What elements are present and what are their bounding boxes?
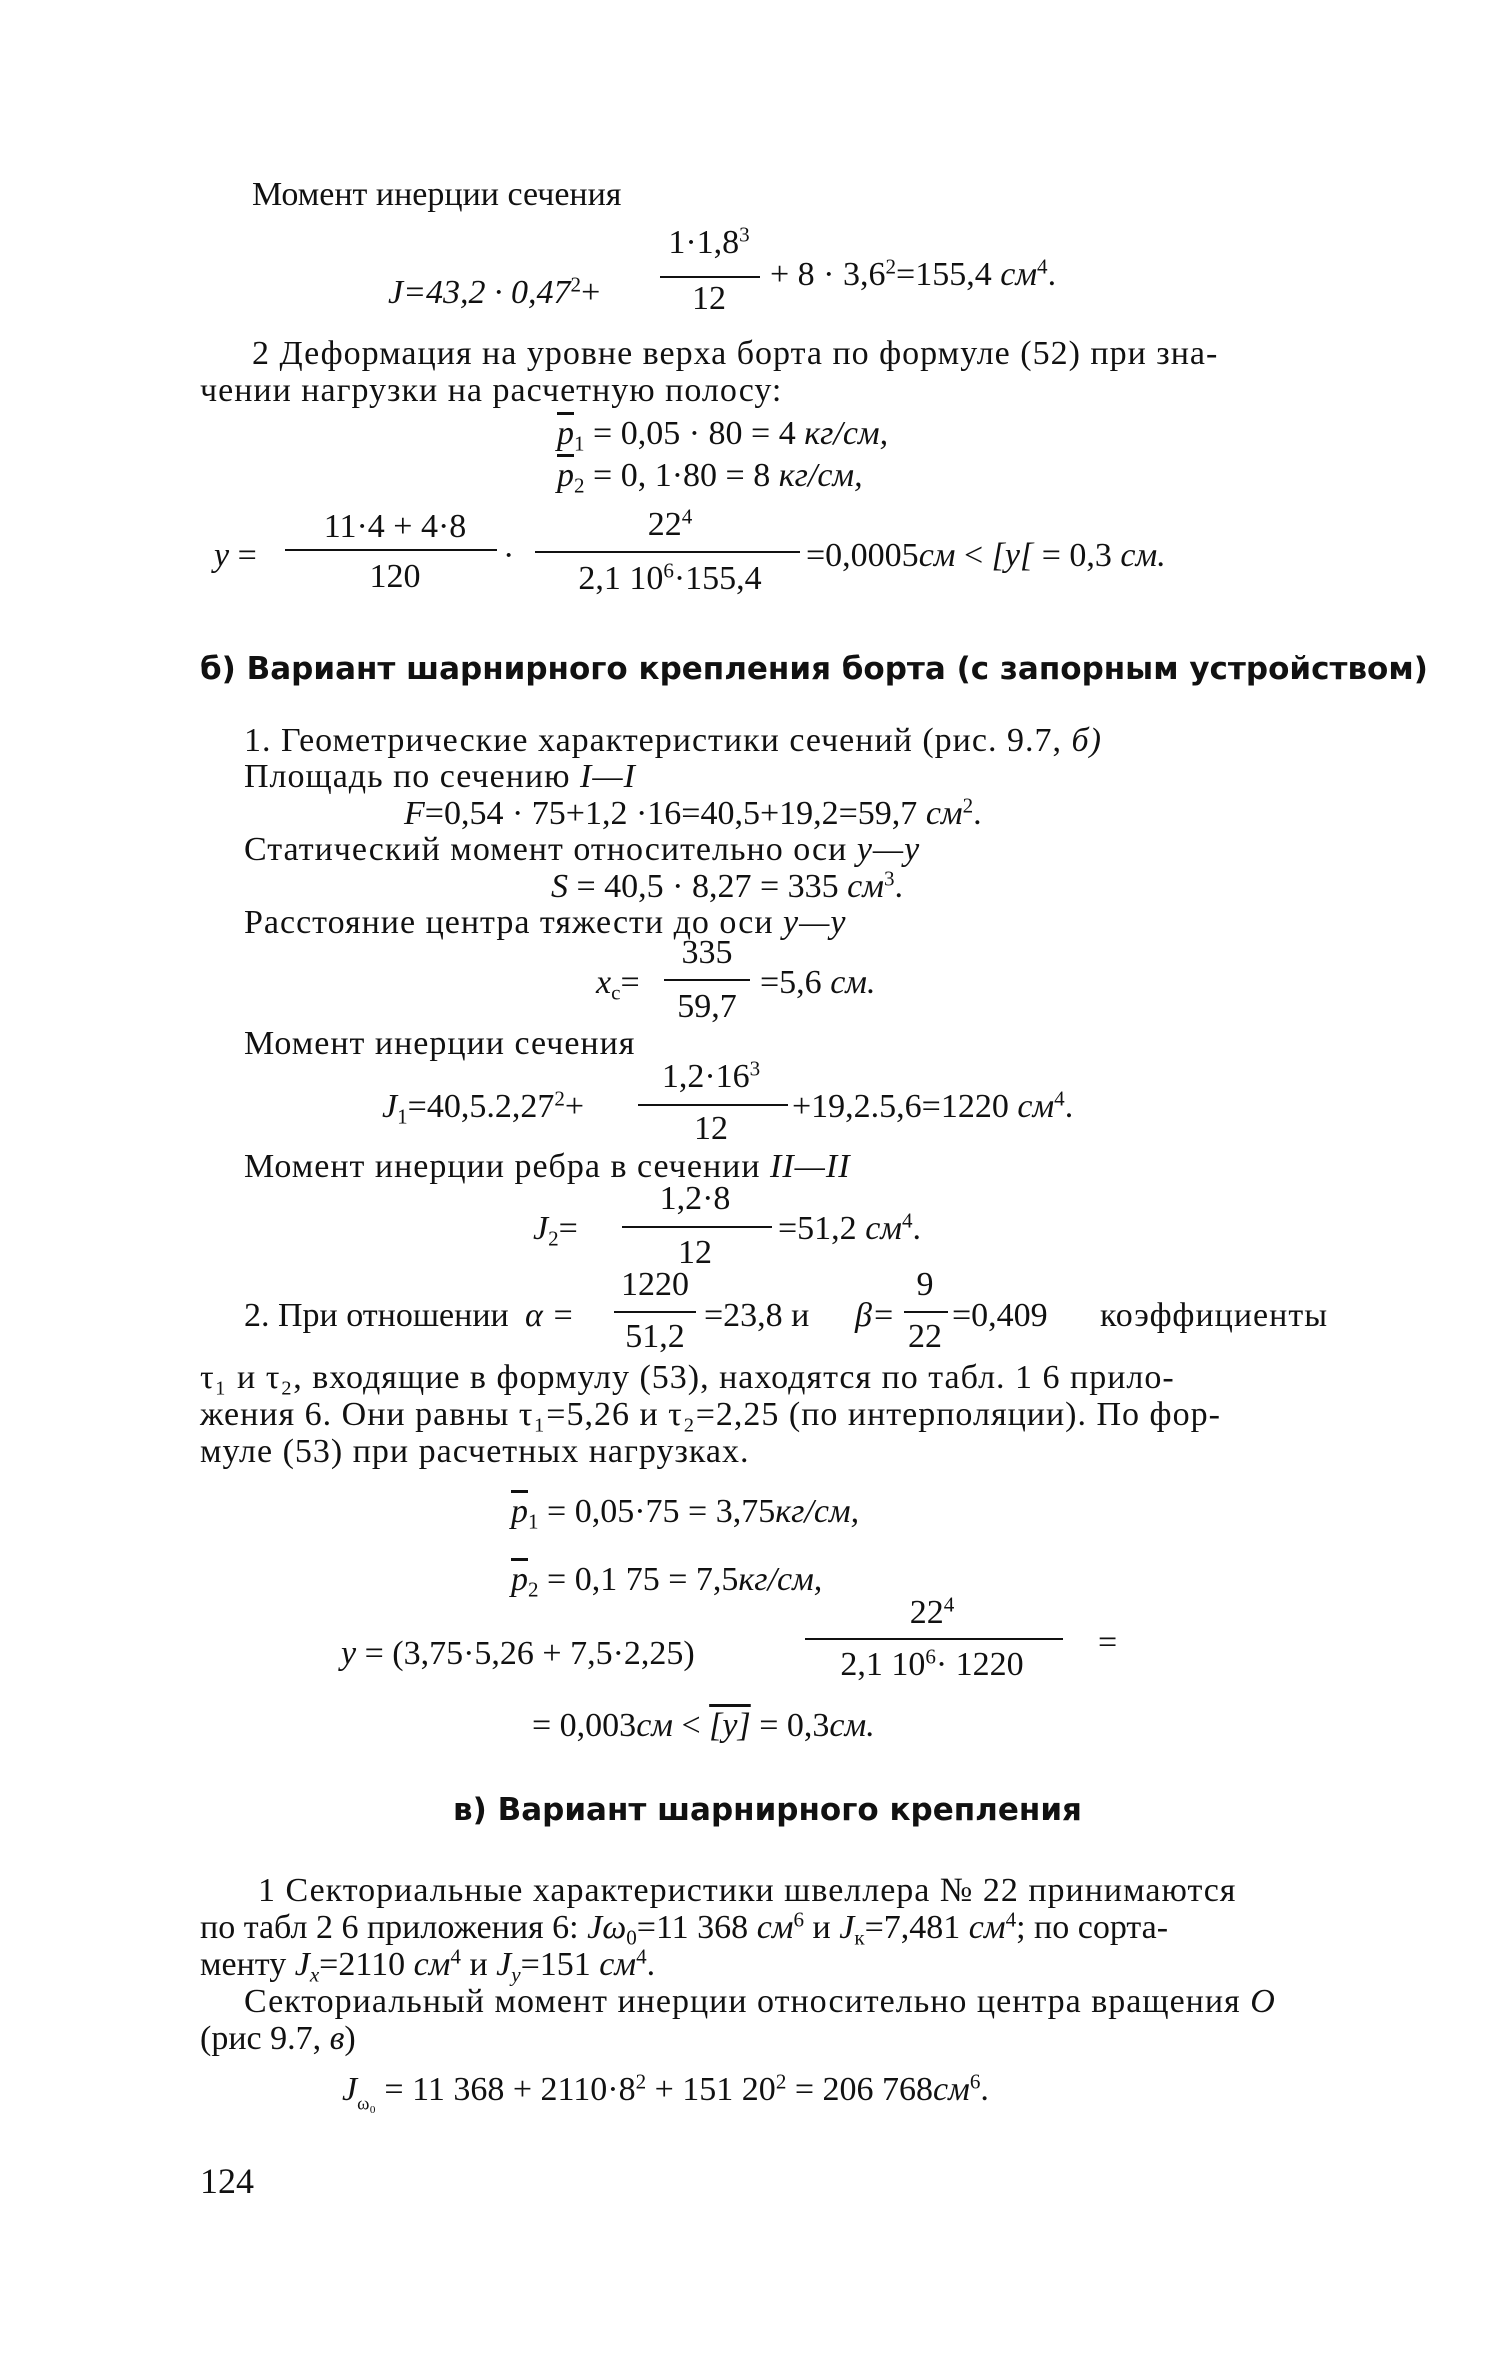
p1-formula bbox=[557, 415, 889, 456]
p-sym: $\overline{p}$ bbox=[557, 457, 574, 494]
it: II—II bbox=[770, 1148, 851, 1185]
xc-num: 335 bbox=[681, 934, 733, 971]
formula-j-main bbox=[388, 272, 601, 311]
y2-bar bbox=[805, 1638, 1063, 1640]
lhs: = (3,75·5,26 + 7,5·2,25) bbox=[364, 1635, 695, 1672]
den-a: 2,1 10 bbox=[840, 1646, 926, 1683]
exp: 4 bbox=[450, 1944, 461, 1969]
alpha-bar bbox=[614, 1311, 696, 1313]
sub: к bbox=[854, 1925, 865, 1950]
bound-rhs: = 0,3 bbox=[759, 1707, 830, 1744]
unit: кг/см, bbox=[738, 1561, 823, 1598]
alpha-result: =23,8 и bbox=[704, 1297, 810, 1334]
y2-den bbox=[802, 1644, 1062, 1683]
j-rhs bbox=[770, 254, 1057, 293]
exp: 4 bbox=[636, 1944, 647, 1969]
x-sym: x bbox=[596, 964, 612, 1001]
s-sym: S bbox=[551, 868, 568, 905]
and: и bbox=[812, 1909, 831, 1946]
end: . bbox=[973, 795, 982, 832]
bound-unit: см. bbox=[1120, 537, 1166, 574]
eq: = bbox=[620, 964, 640, 1001]
res: =5,6 bbox=[760, 964, 822, 1001]
exp: 6 bbox=[969, 2069, 981, 2094]
j-lhs: J=43,2 · 0,47 bbox=[388, 274, 571, 311]
j-frac-num bbox=[654, 222, 764, 261]
unit: см bbox=[933, 2071, 970, 2108]
sub: 2 bbox=[548, 1226, 559, 1251]
y-sym: y bbox=[214, 537, 230, 574]
ratio-lead: 2. При отношении bbox=[244, 1297, 509, 1334]
y2-num bbox=[802, 1592, 1062, 1631]
exp: 2 bbox=[570, 272, 582, 297]
sec-b-line-3 bbox=[244, 833, 920, 867]
plus: + bbox=[564, 1088, 585, 1125]
y-frac1-num: 11·4 + 4·8 bbox=[323, 508, 467, 545]
alpha-den: 51,2 bbox=[625, 1318, 685, 1355]
j2-result bbox=[778, 1208, 922, 1247]
sec-v-line-1: 1 Секториальные характеристики швеллера № 22 принимаются bbox=[258, 1872, 1237, 1909]
lt: < bbox=[963, 537, 984, 574]
exp: 4 bbox=[1037, 254, 1048, 279]
res: =51,2 bbox=[778, 1210, 857, 1247]
p-sym: $\overline{p}$ bbox=[511, 1561, 528, 1598]
sec-b-line-5: Момент инерции сечения bbox=[244, 1025, 636, 1062]
bound: [y] bbox=[709, 1707, 751, 1744]
unit: см bbox=[413, 1946, 451, 1983]
j-sym: J bbox=[382, 1088, 398, 1125]
exp: 2 bbox=[554, 1086, 565, 1111]
xc-den: 59,7 bbox=[677, 988, 737, 1025]
beta-bar bbox=[904, 1311, 948, 1313]
beta-sym: β= bbox=[855, 1297, 895, 1334]
unit: см bbox=[756, 1909, 794, 1946]
y-frac2-bar bbox=[535, 551, 800, 553]
y-frac2-den bbox=[535, 558, 805, 597]
sub: x bbox=[309, 1962, 320, 1987]
sub: 1 bbox=[528, 1509, 539, 1534]
eq: = bbox=[558, 1210, 578, 1247]
sec-v-line-3 bbox=[200, 1944, 656, 1987]
sec-b-line-10: муле (53) при расчетных нагрузках. bbox=[200, 1433, 750, 1470]
exp: 4 bbox=[1054, 1086, 1065, 1111]
text: (рис 9.7, bbox=[200, 2020, 322, 2057]
beta-result: =0,409 bbox=[952, 1297, 1048, 1334]
num: 22 bbox=[909, 1594, 944, 1631]
unit: см bbox=[968, 1909, 1006, 1946]
end: . bbox=[980, 2071, 989, 2108]
sec-v-line-4 bbox=[244, 1985, 1276, 2019]
it: y—y bbox=[783, 904, 847, 941]
rhs: = 0,1 75 = 7,5 bbox=[547, 1561, 739, 1598]
text: Расстояние центра тяжести до оси bbox=[244, 904, 774, 941]
j2-den: 12 bbox=[678, 1234, 712, 1271]
section-b-heading: б) Вариант шарнирного крепления борта (с запорным устройством) bbox=[200, 651, 1428, 687]
jx: J bbox=[294, 1946, 310, 1983]
para-2-line-2: чении нагрузки на расчетную полосу: bbox=[200, 372, 783, 409]
sub: 0 bbox=[626, 1925, 637, 1950]
section-v-heading: в) Вариант шарнирного крепления bbox=[453, 1792, 1082, 1828]
j1-lhs bbox=[382, 1086, 585, 1129]
it: O bbox=[1250, 1983, 1276, 2020]
sec-b-line-8: τ₁ и τ₂, входящие в формулу (53), находятся по табл. 1 6 прило- bbox=[200, 1359, 1175, 1396]
rhs: = 0,05 · 80 = 4 bbox=[593, 415, 796, 452]
exp: 6 bbox=[793, 1907, 805, 1932]
res: = 0,003 bbox=[532, 1707, 637, 1744]
num: 22 bbox=[647, 506, 682, 543]
unit: см bbox=[847, 868, 884, 905]
val: =11 368 bbox=[636, 1909, 749, 1946]
exp: 4 bbox=[943, 1592, 955, 1617]
it: б) bbox=[1071, 722, 1102, 759]
exp: 4 bbox=[681, 504, 693, 529]
xc-bar bbox=[664, 979, 750, 981]
s-eq: = 40,5 · 8,27 = 335 bbox=[576, 868, 839, 905]
val: =2110 bbox=[319, 1946, 406, 1983]
unit: см bbox=[1017, 1088, 1055, 1125]
sec-v-line-2 bbox=[200, 1907, 1169, 1950]
y-frac2-num bbox=[535, 504, 805, 543]
alpha-num: 1220 bbox=[621, 1266, 689, 1303]
exp: 6 bbox=[925, 1644, 936, 1669]
sub: c bbox=[611, 980, 621, 1005]
sec-b-line-9: жения 6. Они равны τ₁=5,26 и τ₂=2,25 (по интерполяции). По фор- bbox=[200, 1396, 1221, 1433]
exp: 3 bbox=[739, 222, 750, 247]
unit: см bbox=[918, 537, 956, 574]
para-2-line-1: 2 Деформация на уровне верха борта по формуле (52) при зна- bbox=[252, 335, 1219, 372]
lhs: =40,5.2,27 bbox=[407, 1088, 555, 1125]
y2-trailing-eq: = bbox=[1098, 1624, 1118, 1661]
unit: см bbox=[1000, 256, 1038, 293]
sec-b-line-6 bbox=[244, 1150, 851, 1184]
p-sym: $\overline{p}$ bbox=[511, 1493, 528, 1530]
rhs: = 0, 1·80 = 8 bbox=[593, 457, 771, 494]
end: . bbox=[1047, 256, 1057, 293]
end: ) bbox=[344, 2020, 356, 2057]
xc-result bbox=[760, 966, 875, 1000]
unit: см. bbox=[830, 964, 876, 1001]
unit: см bbox=[925, 795, 963, 832]
y-sym: y bbox=[341, 1635, 357, 1672]
tail: ; по сорта- bbox=[1016, 1909, 1169, 1946]
unit: см bbox=[865, 1210, 902, 1247]
j2-bar bbox=[622, 1226, 772, 1228]
exp: 3 bbox=[883, 866, 895, 891]
s-formula bbox=[551, 866, 904, 905]
text: Площадь по сечению bbox=[244, 758, 571, 795]
beta-den: 22 bbox=[908, 1318, 942, 1355]
rhs: +19,2.5,6=1220 bbox=[792, 1088, 1009, 1125]
rhs: = 0,05·75 = 3,75 bbox=[547, 1493, 776, 1530]
sub: 2 bbox=[528, 1577, 539, 1602]
end: . bbox=[912, 1210, 922, 1247]
val: =151 bbox=[520, 1946, 591, 1983]
text: Статический момент относительно оси bbox=[244, 831, 848, 868]
j-frac-den: 12 bbox=[692, 280, 726, 317]
unit: кг/см, bbox=[775, 1493, 860, 1530]
rhs-c: = 206 768 bbox=[794, 2071, 934, 2108]
unit: см bbox=[599, 1946, 637, 1983]
jw: Jω bbox=[587, 1909, 627, 1946]
j-sym: J bbox=[533, 1210, 549, 1247]
end: . bbox=[894, 868, 904, 905]
jw-formula bbox=[342, 2069, 989, 2115]
y-frac1-bar bbox=[285, 549, 497, 551]
den-b: · 1220 bbox=[935, 1646, 1024, 1683]
text: менту bbox=[200, 1946, 287, 1983]
val: =7,481 bbox=[864, 1909, 961, 1946]
num: 1·1,8 bbox=[668, 224, 740, 261]
rhs-a: = 11 368 + 2110·8 bbox=[384, 2071, 636, 2108]
text: по табл 2 6 приложения 6: bbox=[200, 1909, 579, 1946]
p-sym: $\overline{p}$ bbox=[557, 415, 574, 452]
sub: 1 bbox=[574, 431, 585, 456]
rhs-b: =155,4 bbox=[896, 256, 992, 293]
num: 1,2·16 bbox=[661, 1058, 750, 1095]
beta-num: 9 bbox=[916, 1266, 934, 1303]
q1-formula bbox=[511, 1493, 860, 1534]
it: y—y bbox=[856, 831, 921, 868]
f-formula bbox=[404, 793, 982, 832]
f-eq: =0,54 · 75+1,2 ·16=40,5+19,2=59,7 bbox=[424, 795, 918, 832]
p2-formula bbox=[557, 457, 863, 498]
exp: 4 bbox=[901, 1208, 913, 1233]
unit: кг/см, bbox=[778, 457, 863, 494]
ratio-tail: коэффициенты bbox=[1100, 1297, 1329, 1334]
and: и bbox=[469, 1946, 488, 1983]
rhs-b: + 151 20 bbox=[654, 2071, 776, 2108]
lt: < bbox=[681, 1707, 701, 1744]
text: Секториальный момент инерции относительно центра вращения bbox=[244, 1983, 1241, 2020]
exp: 4 bbox=[1005, 1907, 1017, 1932]
y-lhs bbox=[214, 539, 257, 573]
exp: 3 bbox=[749, 1056, 761, 1081]
j1-rhs bbox=[792, 1086, 1074, 1125]
sec-b-line-4 bbox=[244, 906, 846, 940]
y-frac1-den: 120 bbox=[369, 558, 421, 595]
y-dot: · bbox=[503, 537, 515, 574]
q2-formula bbox=[511, 1561, 823, 1602]
moment-label-1: Момент инерции сечения bbox=[252, 176, 622, 213]
j2-num: 1,2·8 bbox=[659, 1180, 731, 1217]
exp: 2 bbox=[885, 254, 897, 279]
unit: см bbox=[636, 1707, 673, 1744]
exp: 6 bbox=[663, 558, 674, 583]
unit: кг/см, bbox=[804, 415, 889, 452]
den-b: ·155,4 bbox=[673, 560, 762, 597]
res: =0,0005 bbox=[806, 537, 919, 574]
end: . bbox=[646, 1946, 656, 1983]
sub: ω₀ bbox=[357, 2093, 376, 2115]
j1-num bbox=[636, 1056, 786, 1095]
y2-lhs bbox=[341, 1637, 695, 1671]
eq: = bbox=[237, 537, 257, 574]
jy: J bbox=[496, 1946, 512, 1983]
exp: 2 bbox=[635, 2069, 647, 2094]
sub: 2 bbox=[574, 473, 585, 498]
sec-b-line-2 bbox=[244, 760, 636, 794]
bound-rhs: = 0,3 bbox=[1041, 537, 1112, 574]
j-sym: J bbox=[342, 2071, 358, 2108]
j2-lhs bbox=[533, 1210, 578, 1251]
xc-lhs bbox=[596, 964, 640, 1005]
sec-b-line-1 bbox=[244, 724, 1102, 758]
f-sym: F bbox=[404, 795, 425, 832]
y-result bbox=[806, 539, 1166, 573]
it: I—I bbox=[580, 758, 636, 795]
j-frac-bar bbox=[660, 276, 760, 278]
y2-result bbox=[532, 1709, 875, 1743]
bound-unit: см. bbox=[829, 1707, 875, 1744]
text: 1. Геометрические характеристики сечений (рис. 9.7, bbox=[244, 722, 1062, 759]
sub: 1 bbox=[397, 1104, 408, 1129]
sub: y bbox=[511, 1962, 521, 1987]
rhs: + 8 · 3,6 bbox=[770, 256, 886, 293]
sec-v-line-5 bbox=[200, 2022, 356, 2056]
text: Момент инерции ребра в сечении bbox=[244, 1148, 761, 1185]
j1-den: 12 bbox=[694, 1110, 728, 1147]
bound: [y[ bbox=[991, 537, 1034, 574]
plus: + bbox=[581, 274, 601, 311]
j1-bar bbox=[638, 1104, 788, 1106]
alpha-sym: α = bbox=[525, 1297, 575, 1334]
jk: J bbox=[839, 1909, 855, 1946]
exp: 2 bbox=[962, 793, 974, 818]
exp: 2 bbox=[775, 2069, 787, 2094]
end: . bbox=[1064, 1088, 1074, 1125]
it: в bbox=[329, 2020, 345, 2057]
den-a: 2,1 10 bbox=[578, 560, 664, 597]
page-number: 124 bbox=[200, 2161, 254, 2201]
